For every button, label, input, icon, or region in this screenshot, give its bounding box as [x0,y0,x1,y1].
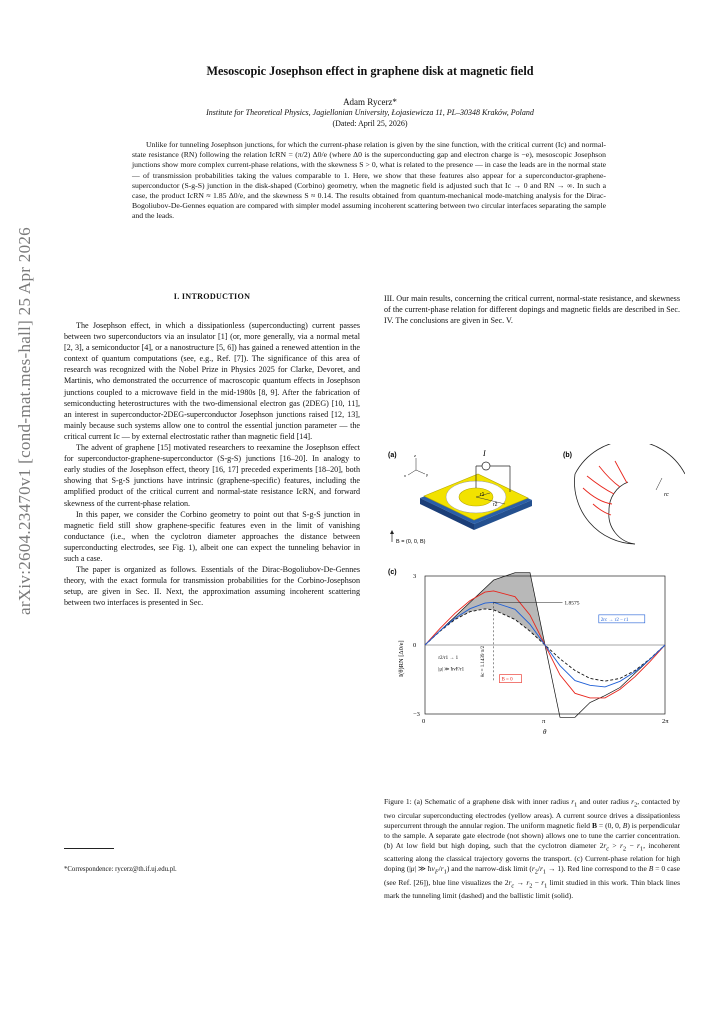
theta-c-annotation: θc = 1.1439 π/2 [481,645,487,678]
footnote[interactable]: *Correspondence: rycerz@th.if.uj.edu.pl. [64,866,177,873]
x-axis-label: θ [543,728,547,736]
figure-caption: Figure 1: (a) Schematic of a graphene disk with inner radius $r_1$ and outer radius $r_2$, contacted by two circular superconducting electrodes (yellow areas). A current source drives a dissipationless supercurrent through the annular region. The uniform magnetic field B = (0, 0, B) is perpendicular to the sample. A separate gate electrode (not shown) allows one to tune the carrier concentration. (b) At low field but high doping, such that the cyclotron diameter $2r_c > r_2 - r_1$, incoherent scattering along the classical trajectory governs the transport. (c) Current-phase relation for high doping (|μ| ≫ $ħv_F/r_1$) and the narrow-disk limit $(r_2/r_1 \to 1)$. Red line correspond to the B = 0 case (see Ref. [26]), blue line visualizes the $2r_c \to r_2 - r_1$ limit studied in this work. Thin black lines mark the tunneling limit (dashed) and the ballistic limit (solid). [384,797,680,900]
panel-c-label: (c) [388,569,397,576]
current-phase-chart [398,573,669,736]
arxiv-sidebar-id[interactable]: arXiv:2604.23470v1 [cond-mat.mes-hall] 25 Apr 2026 [15,227,34,615]
abstract: Unlike for tunneling Josephson junctions, for which the current-phase relation is given by the sine function, with the critical current (Ic) and normal-state resistance (RN) following the relation IcRN = (π/2) Δ0/e (where Δ0 is the superconducting gap and electron charge is −e), mesoscopic Josephson junctions show more complex current-phase relations, with the skewness S > 0, what is related to the presence — in case the leads are in the normal state — of transmission probabilities taking the values comparable to 1. Here, we show that these features also appear for a superconductor-graphene-superconductor (S-g-S) junction in the disk-shaped (Corbino) geometry, when the magnetic field is adjusted such that Ic → 0 and RN → ∞. In such a case, the product IcRN ≈ 1.85 Δ0/e, and the skewness S ≈ 0.14. The results obtained from quantum-mechanical mode-matching analysis for the Dirac-Bogoliubov-De-Gennes equation are compared with simpler model assuming incoherent scattering between two circular interfaces separating the sample and the leads. [132,140,606,221]
y-tick-label: −3 [413,711,420,718]
paragraph: The Josephson effect, in which a dissipationless (superconducting) current passes between two superconductors via an insulator [1] (or, more generally, via a normal metal [2, 3], a semiconductor [4], or a nanostructure [5, 6]) has gained a renewed attention in the context of quantum computations (see, e.g., Ref. [7]). The significance of this area of research was recognized with the Nobel Prize in Physics 2025 for Clarke, Devoret, and Martinis, who demonstrated the occurrence of macroscopic quantum effects in Josephson junctions coupled to a microwave field in the mid-1980s [8, 9]. After the fabrication of semiconducting heterostructures with the two-dimensional electron gas (2DEG) [10, 11], an interest in superconductor-2DEG-superconductor Josephson junctions raised [12, 13], mainly because such systems allow one to control the essential junction parameter — the critical current Ic — by external electrostatic rather than magnetic field [14]. [64,321,360,441]
y-tick-label: 0 [413,642,417,649]
author-line: Adam Rycerz* [343,97,397,107]
limit-annotation-1: r2/r1 → 1 [438,655,459,661]
disk-schematic [390,449,532,545]
footnote-rule [64,848,114,849]
panel-a-label: (a) [388,452,397,459]
panel-b-label: (b) [563,452,572,459]
paper-title: Mesoscopic Josephson effect in graphene disk at magnetic field [206,64,534,78]
trajectory-schematic [574,444,685,544]
red-series-label: B = 0 [501,677,513,683]
affiliation: Institute for Theoretical Physics, Jagiellonian University, Łojasiewicza 11, PL–30348 Kraków, Poland [206,108,534,117]
b-field-label: B = (0, 0, B) [396,539,426,545]
date-line: (Dated: April 25, 2026) [332,119,408,128]
paragraph: The advent of graphene [15] motivated researchers to reexamine the Josephson effect for superconductor-graphene-superconductor (S-g-S) junctions [16–20]. In analogy to early studies of the Josephson effect, theory [16, 17] preceded experiments [18–20], both showing that S-g-S junctions have intrinsic (graphene-specific) features, including the amplified product of the critical current and normal-state resistance IcRN, and forward skewness of the current-phase relation. [64,443,360,508]
axis-x-label: x [404,473,406,478]
current-label: I [483,449,486,458]
y-tick-label: 3 [413,573,417,580]
paragraph: In this paper, we consider the Corbino geometry to point out that S-g-S junction in magnetic field still show graphene-specific features even in the limit of vanishing conductance (i.e., when the cyclotron diameter approaches the distance between superconducting electrodes, see Fig. 1), albeit one can expect the tunneling behavior in such a case. [64,509,360,563]
axis-z-label: z [414,453,416,458]
blue-series-label: 2rc → r2 − r1 [600,617,629,623]
figure-1 [380,444,685,789]
section-heading: I. INTRODUCTION [173,292,251,301]
x-tick-label: π [541,718,546,725]
x-tick-label: 2π [661,718,669,725]
current-source-icon [482,462,490,470]
rc-label: rc [664,492,669,498]
peak-value-annotation: 1.8575 [564,600,580,607]
x-tick-label: 0 [422,718,426,725]
paragraph: The paper is organized as follows. Essentials of the Dirac-Bogoliubov-De-Gennes theory, with the exact formula for transmission probabilities for the Corbino-Josephson setup, are given in Sec. II. Next, the approximation assuming incoherent scattering between two interfaces is presented in Sec. [64,565,360,608]
axis-y-label: y [426,472,428,477]
left-column [64,320,360,608]
paragraph: III. Our main results, concerning the critical current, normal-state resistance, and skewness of the current-phase relation for different dopings and magnetic fields are described in Sec. IV. The conclusions are given in Sec. V. [384,294,680,326]
r2-label: r2 [493,502,498,508]
y-axis-label: I(θ)RN [Δ0/e] [398,640,405,677]
limit-annotation-2: |μ| ≫ ħvF/r1 [438,667,465,673]
r1-label: r1 [480,492,485,498]
right-column [384,293,680,326]
